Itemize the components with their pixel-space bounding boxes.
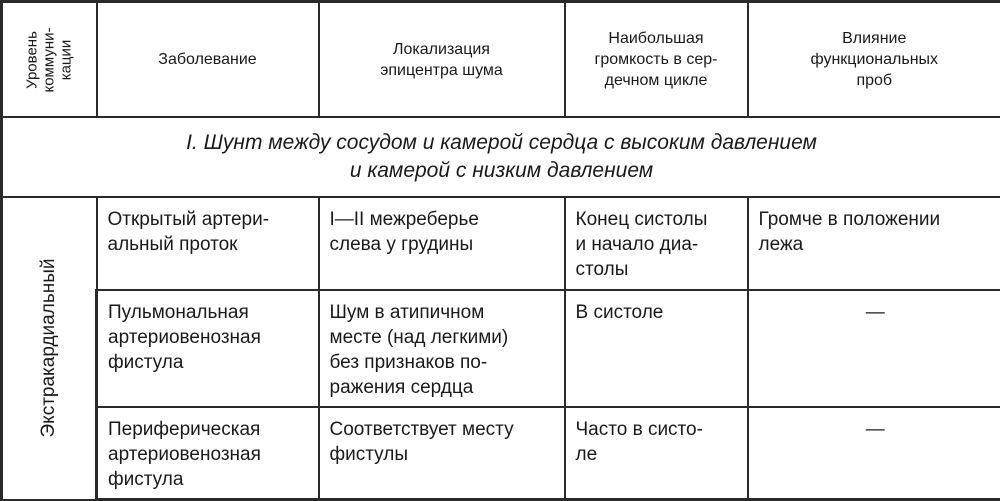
header-tests-line: проб [856,72,893,89]
cell-line: — [865,302,885,323]
section-heading-line: I. Шунт между сосудом и камерой сердца с высоким давлением [186,131,817,154]
cell-tests [748,290,1000,407]
cell-disease [97,290,319,407]
cell-line: артериовенозная [108,327,261,348]
cell-line: альный проток [107,234,238,255]
header-location-line: Локализация [393,40,490,58]
header-level-line: кации [57,39,75,80]
table-row [2,290,1000,407]
header-loudness-line: громкость в сер- [594,51,718,68]
cell-line: артериовенозная [108,444,261,465]
table-row [2,407,1000,500]
cell-line: ле [575,444,598,465]
cell-disease [97,407,319,500]
group-label-cell [2,197,97,500]
header-loudness-line: дечном цикле [604,72,708,89]
cell-line: В систоле [575,302,664,323]
header-level-line: коммуни- [40,26,58,93]
cell-line: фистула [108,352,184,373]
header-loudness [565,2,748,118]
cell-loudness [565,407,748,500]
section-heading [2,117,1000,197]
cell-line: фистулы [329,444,408,465]
cell-line: I—II межреберье [329,209,479,230]
cell-location [319,197,565,290]
header-row [2,2,1000,118]
cell-line: Открытый артери- [107,209,270,230]
cell-line: Соответствует месту [329,419,514,440]
cell-location [319,290,565,407]
cell-tests [748,197,1000,290]
cell-line: месте (над легкими) [329,327,509,348]
cell-disease [97,197,319,290]
cell-tests [748,407,1000,500]
cell-line: Громче в положении [758,209,941,230]
cell-line: Периферическая [108,419,261,440]
cell-line: Конец систолы [575,209,708,230]
table-row [2,197,1000,290]
cell-line: — [865,419,885,440]
header-tests-line: Влияние [842,30,907,47]
cell-location [319,407,565,500]
cell-line: фистула [108,469,184,490]
cell-line: Шум в атипичном [329,302,485,323]
header-disease [97,2,319,118]
section-row [2,117,1000,197]
cell-line: лежа [758,234,804,255]
header-location-line: эпицентра шума [380,61,503,79]
cell-line: столы [575,259,629,280]
header-tests [748,2,1000,118]
cell-line: без признаков по- [329,352,488,373]
header-disease-text: Заболевание [158,51,257,68]
cell-line: ражения сердца [329,377,474,398]
group-label: Экстракардиальный [38,258,59,438]
cell-line: слева у грудины [329,234,474,255]
header-loudness-line: Наибольшая [608,30,704,47]
section-heading-line: и камерой с низким давлением [349,159,654,182]
cell-loudness [565,197,748,290]
header-location [319,2,565,118]
cell-line: Пульмональная [108,302,249,323]
header-level [2,2,97,118]
cell-line: Часто в систо- [575,419,703,440]
header-level-line: Уровень [23,30,41,89]
cell-line: и начало диа- [575,234,699,255]
cell-loudness [565,290,748,407]
header-tests-line: функциональных [810,51,939,68]
